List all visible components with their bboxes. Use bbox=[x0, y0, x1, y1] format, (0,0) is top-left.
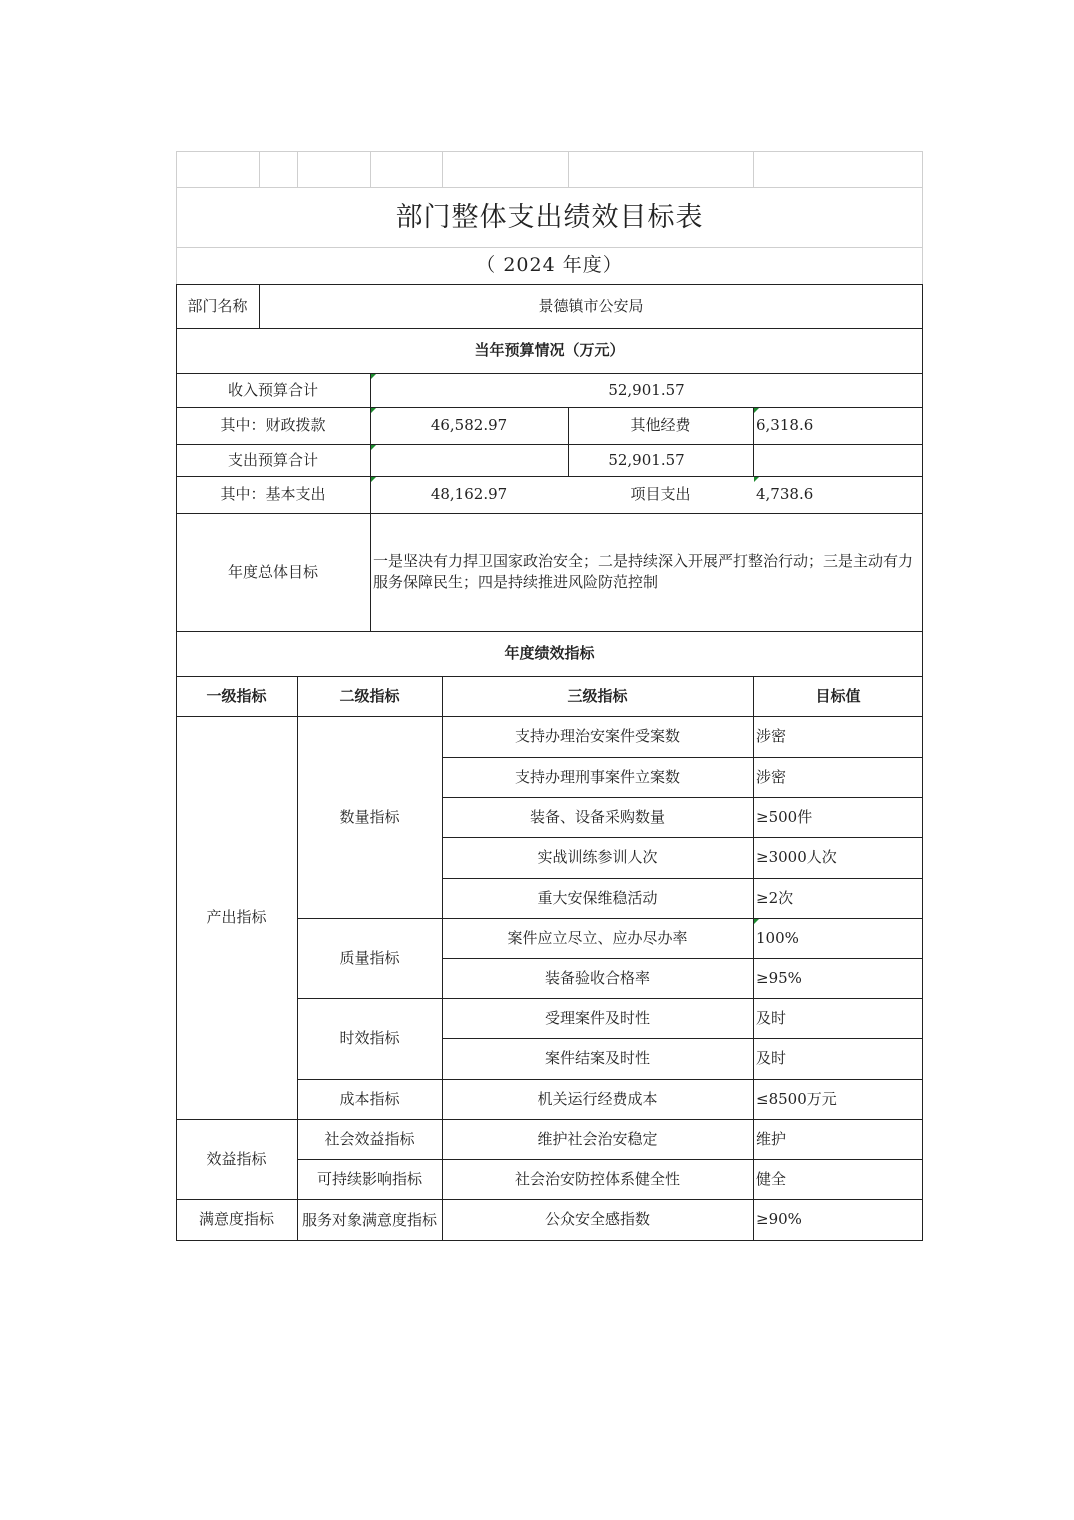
target-cell: ≥95% bbox=[756, 968, 802, 987]
column-header: 一级指标 bbox=[206, 686, 267, 705]
indicator-cell: 受理案件及时性 bbox=[544, 1008, 650, 1027]
indicator-cell: 装备验收合格率 bbox=[544, 968, 650, 987]
target-cell: ≤8500万元 bbox=[756, 1089, 837, 1108]
level1-satisfaction: 满意度指标 bbox=[198, 1210, 274, 1228]
expend-total-label: 支出预算合计 bbox=[227, 450, 318, 469]
indicator-cell: 重大安保维稳活动 bbox=[537, 888, 658, 907]
indicator-cell: 装备、设备采购数量 bbox=[529, 807, 665, 826]
perf-header: 年度绩效指标 bbox=[504, 644, 595, 662]
column-header: 目标值 bbox=[815, 686, 861, 705]
level2-sustainable: 可持续影响指标 bbox=[316, 1169, 422, 1188]
level2-quantity: 数量指标 bbox=[339, 807, 400, 826]
project-label: 项目支出 bbox=[630, 485, 691, 503]
indicator-cell: 社会治安防控体系健全性 bbox=[514, 1169, 680, 1188]
page-title: 部门整体支出绩效目标表 bbox=[395, 201, 704, 233]
fiscal-value: 46,582.97 bbox=[430, 416, 508, 434]
other-label: 其他经费 bbox=[630, 416, 691, 434]
level2-quality: 质量指标 bbox=[339, 948, 400, 967]
other-value: 6,318.6 bbox=[756, 416, 814, 434]
goal-label: 年度总体目标 bbox=[227, 562, 318, 581]
level2-timeliness: 时效指标 bbox=[339, 1029, 400, 1047]
level2-service-satisfaction: 服务对象满意度指标 bbox=[301, 1210, 437, 1229]
dept-label: 部门名称 bbox=[187, 296, 248, 315]
budget-header: 当年预算情况（万元） bbox=[474, 341, 625, 359]
performance-target-sheet bbox=[176, 151, 923, 1241]
level2-cost: 成本指标 bbox=[339, 1089, 400, 1108]
target-cell: ≥500件 bbox=[756, 807, 813, 826]
column-header: 二级指标 bbox=[339, 686, 400, 705]
indicator-cell: 支持办理治安案件受案数 bbox=[514, 727, 680, 745]
income-total-label: 收入预算合计 bbox=[227, 380, 318, 399]
target-cell: 涉密 bbox=[756, 767, 787, 786]
target-cell: ≥2次 bbox=[756, 888, 794, 907]
indicator-cell: 案件结案及时性 bbox=[544, 1049, 650, 1067]
target-cell: 100% bbox=[756, 928, 799, 947]
indicator-cell: 维护社会治安稳定 bbox=[537, 1129, 658, 1148]
indicator-cell: 支持办理刑事案件立案数 bbox=[514, 767, 680, 786]
indicator-cell: 实战训练参训人次 bbox=[537, 848, 658, 866]
target-cell: ≥90% bbox=[756, 1210, 802, 1228]
indicator-cell: 案件应立尽立、应办尽办率 bbox=[507, 928, 688, 947]
income-total-value: 52,901.57 bbox=[608, 380, 685, 399]
year-label: （ 2024 年度） bbox=[476, 254, 623, 276]
target-cell: ≥3000人次 bbox=[756, 848, 837, 866]
target-cell: 涉密 bbox=[756, 727, 787, 745]
target-cell: 健全 bbox=[756, 1169, 787, 1188]
indicator-cell: 公众安全感指数 bbox=[544, 1210, 650, 1228]
fiscal-label: 其中：财政拨款 bbox=[220, 416, 326, 434]
dept-name: 景德镇市公安局 bbox=[538, 296, 644, 315]
goal-text: 一是坚决有力捍卫国家政治安全；二是持续深入开展严打整治行动；三是主动有力服务保障民生；四是持续推进风险防范控制 bbox=[373, 552, 914, 591]
column-header: 三级指标 bbox=[567, 686, 628, 705]
indicator-cell: 机关运行经费成本 bbox=[537, 1089, 658, 1108]
target-cell: 及时 bbox=[756, 1049, 787, 1067]
level1-benefit: 效益指标 bbox=[206, 1149, 267, 1168]
target-cell: 维护 bbox=[756, 1129, 787, 1148]
level2-social: 社会效益指标 bbox=[324, 1129, 415, 1148]
basic-label: 其中：基本支出 bbox=[220, 485, 326, 503]
level1-output: 产出指标 bbox=[206, 908, 267, 926]
target-cell: 及时 bbox=[756, 1008, 787, 1027]
basic-value: 48,162.97 bbox=[430, 485, 508, 503]
expend-total-value: 52,901.57 bbox=[608, 450, 685, 469]
project-value: 4,738.6 bbox=[756, 485, 814, 503]
